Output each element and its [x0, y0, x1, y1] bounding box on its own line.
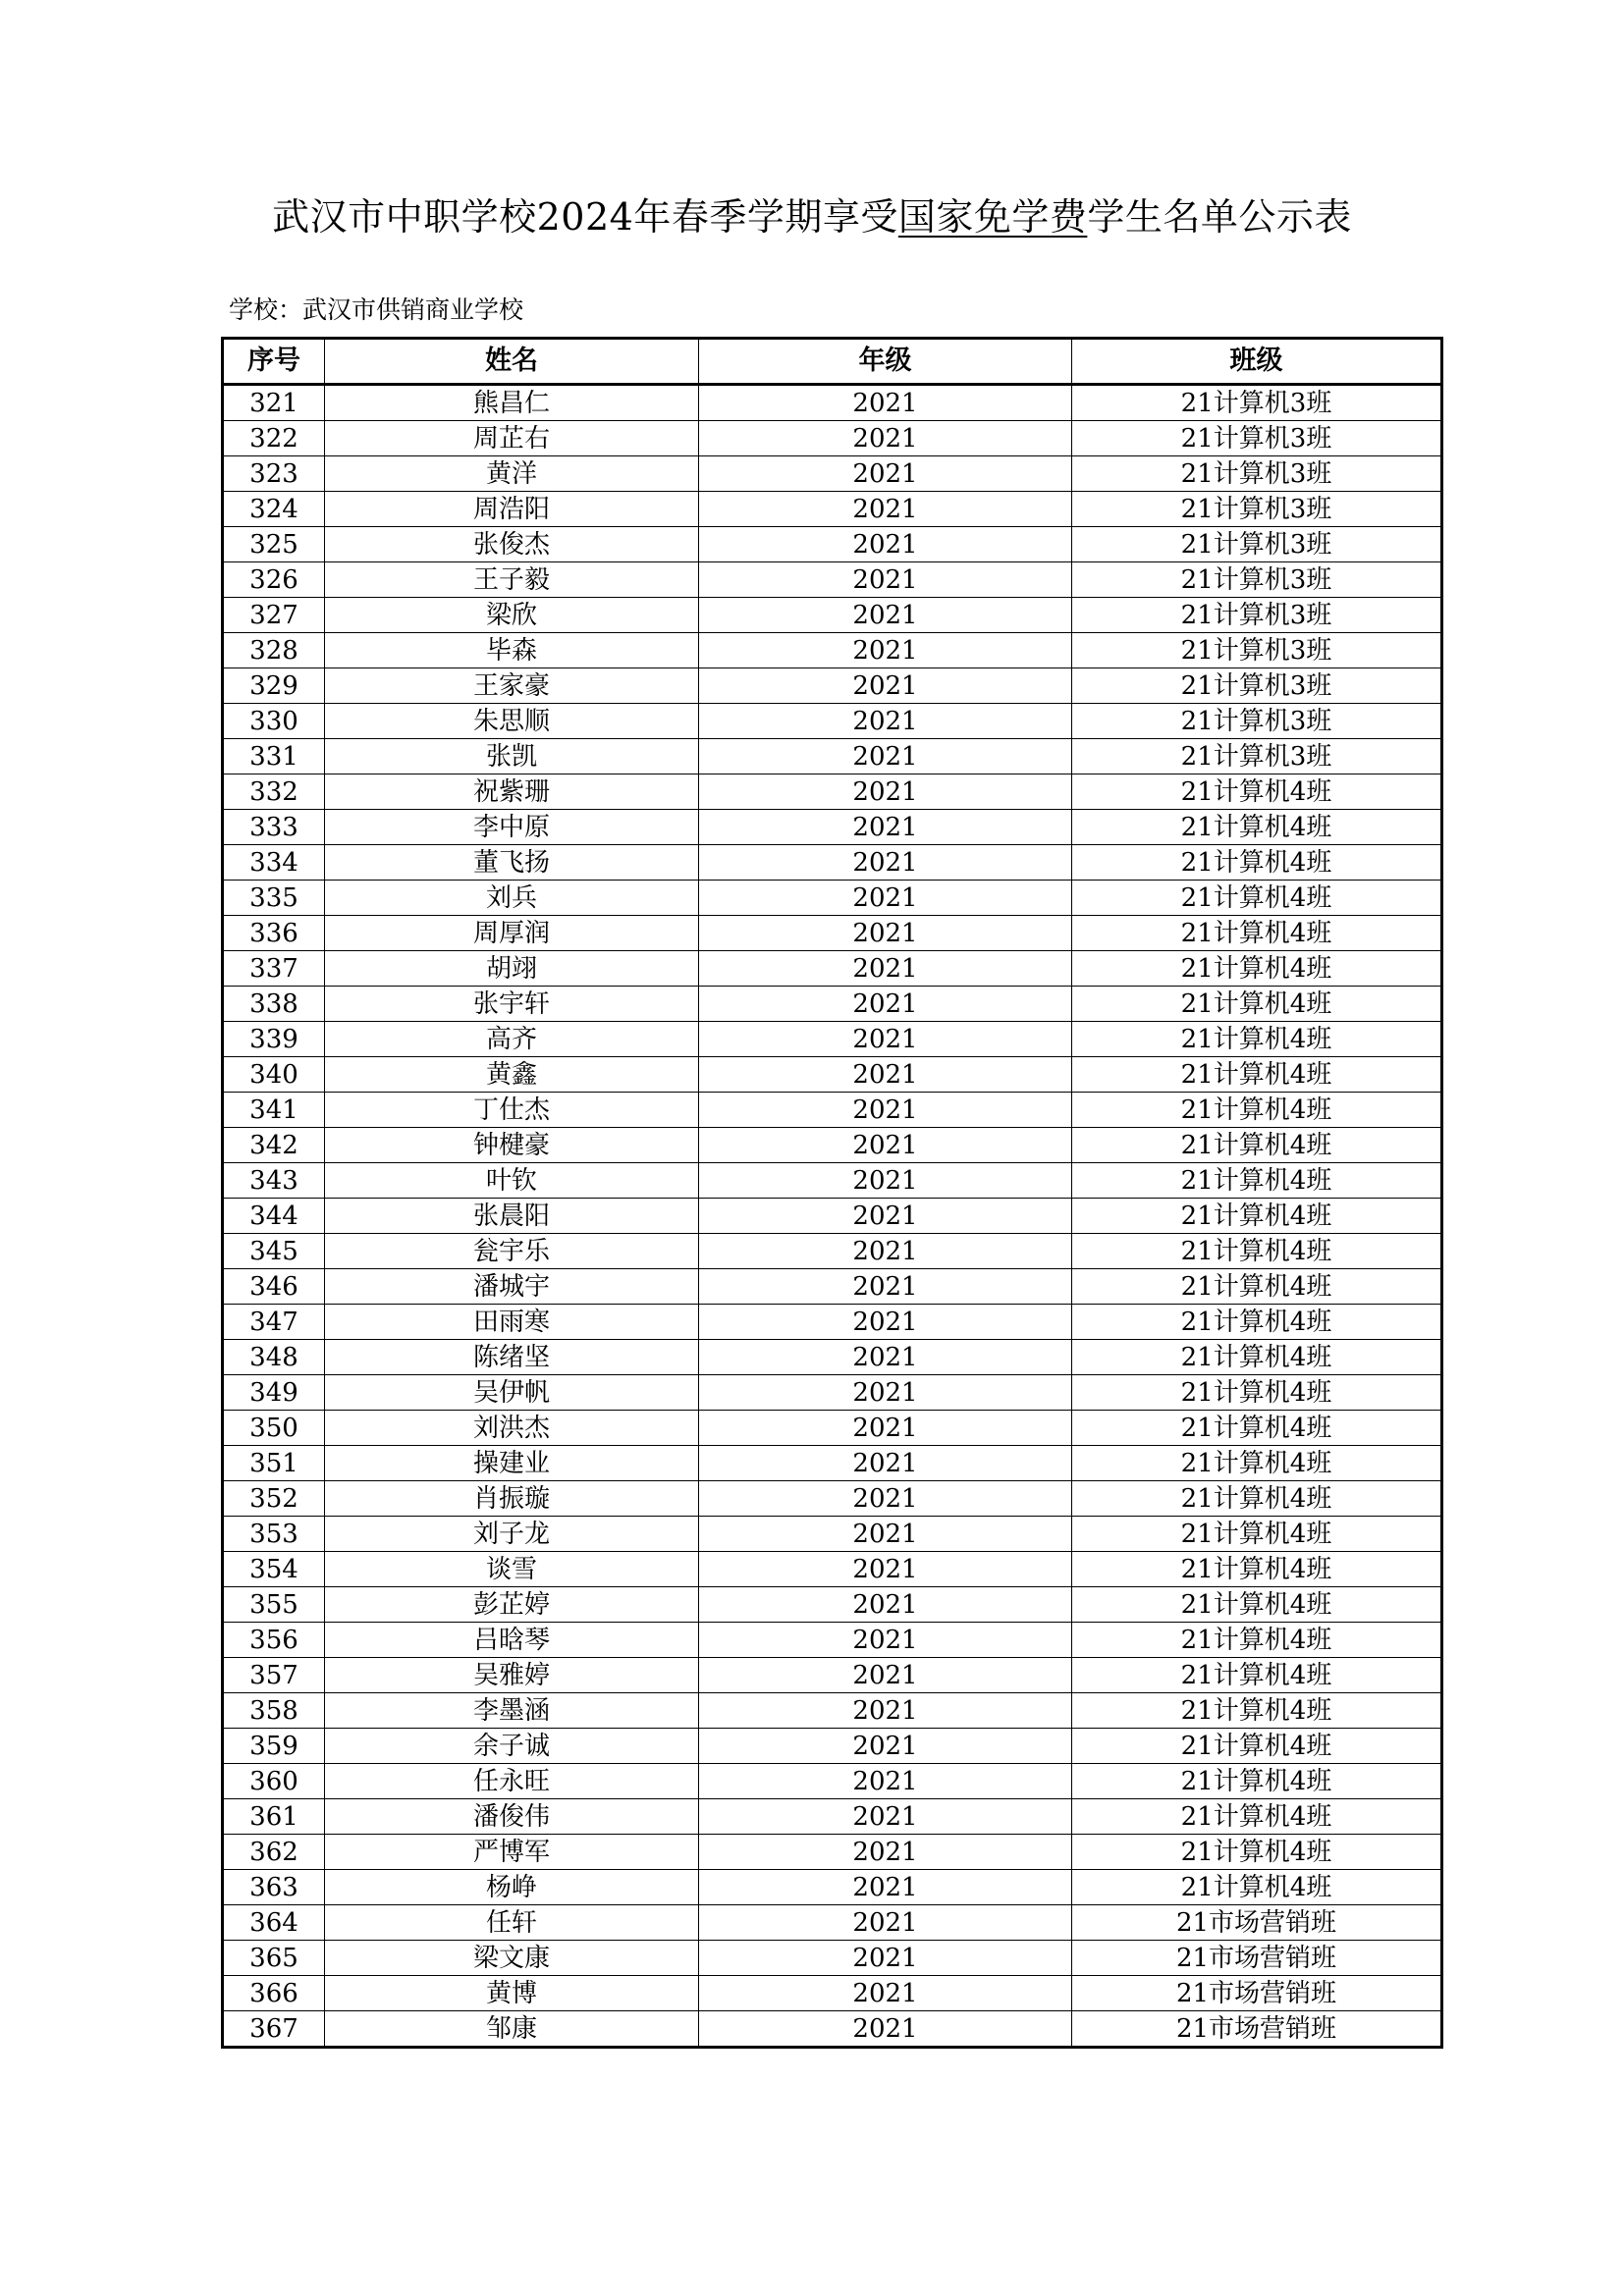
cell-name: 叶钦	[325, 1163, 699, 1199]
table-row	[223, 1057, 1442, 1093]
cell-grade: 2021	[699, 739, 1072, 774]
cell-class: 21计算机4班	[1072, 1340, 1442, 1375]
cell-class: 21计算机4班	[1072, 1658, 1442, 1693]
cell-grade: 2021	[699, 633, 1072, 668]
table-row	[223, 1411, 1442, 1446]
table-header-row	[223, 339, 1442, 385]
cell-name: 王家豪	[325, 668, 699, 704]
cell-grade: 2021	[699, 598, 1072, 633]
table-row	[223, 1835, 1442, 1870]
cell-name: 操建业	[325, 1446, 699, 1481]
cell-class: 21计算机4班	[1072, 1764, 1442, 1799]
cell-serial: 359	[223, 1729, 325, 1764]
cell-grade: 2021	[699, 668, 1072, 704]
cell-serial: 356	[223, 1623, 325, 1658]
cell-grade: 2021	[699, 704, 1072, 739]
cell-class: 21计算机4班	[1072, 1517, 1442, 1552]
cell-grade: 2021	[699, 916, 1072, 951]
cell-grade: 2021	[699, 774, 1072, 810]
table-row	[223, 1623, 1442, 1658]
cell-serial: 352	[223, 1481, 325, 1517]
cell-name: 田雨寒	[325, 1305, 699, 1340]
table-row	[223, 1446, 1442, 1481]
cell-class: 21计算机3班	[1072, 527, 1442, 562]
cell-grade: 2021	[699, 881, 1072, 916]
header-serial: 序号	[223, 339, 325, 385]
cell-name: 潘城宇	[325, 1269, 699, 1305]
cell-grade: 2021	[699, 1658, 1072, 1693]
cell-class: 21计算机4班	[1072, 845, 1442, 881]
cell-class: 21市场营销班	[1072, 2011, 1442, 2048]
cell-class: 21计算机4班	[1072, 1305, 1442, 1340]
cell-class: 21计算机4班	[1072, 774, 1442, 810]
cell-serial: 360	[223, 1764, 325, 1799]
table-row	[223, 1375, 1442, 1411]
cell-grade: 2021	[699, 1234, 1072, 1269]
cell-class: 21计算机4班	[1072, 1870, 1442, 1905]
table-row	[223, 1305, 1442, 1340]
cell-serial: 340	[223, 1057, 325, 1093]
cell-name: 胡翊	[325, 951, 699, 987]
cell-serial: 339	[223, 1022, 325, 1057]
cell-grade: 2021	[699, 1517, 1072, 1552]
cell-name: 瓮宇乐	[325, 1234, 699, 1269]
cell-grade: 2021	[699, 1269, 1072, 1305]
table-row	[223, 739, 1442, 774]
table-row	[223, 1941, 1442, 1976]
cell-class: 21计算机4班	[1072, 1835, 1442, 1870]
cell-name: 丁仕杰	[325, 1093, 699, 1128]
cell-serial: 347	[223, 1305, 325, 1340]
table-row	[223, 916, 1442, 951]
cell-grade: 2021	[699, 1870, 1072, 1905]
cell-class: 21计算机3班	[1072, 492, 1442, 527]
header-class: 班级	[1072, 339, 1442, 385]
cell-class: 21计算机4班	[1072, 810, 1442, 845]
cell-name: 朱思顺	[325, 704, 699, 739]
cell-serial: 361	[223, 1799, 325, 1835]
table-row	[223, 1093, 1442, 1128]
table-row	[223, 704, 1442, 739]
table-row	[223, 1693, 1442, 1729]
cell-name: 毕森	[325, 633, 699, 668]
cell-name: 杨峥	[325, 1870, 699, 1905]
cell-name: 吕晗琴	[325, 1623, 699, 1658]
page-title	[0, 187, 1624, 240]
cell-class: 21计算机3班	[1072, 704, 1442, 739]
cell-serial: 324	[223, 492, 325, 527]
cell-serial: 330	[223, 704, 325, 739]
cell-name: 周厚润	[325, 916, 699, 951]
student-roster-table	[221, 337, 1443, 2049]
cell-serial: 349	[223, 1375, 325, 1411]
cell-serial: 366	[223, 1976, 325, 2011]
cell-serial: 327	[223, 598, 325, 633]
cell-serial: 344	[223, 1199, 325, 1234]
table-row	[223, 1340, 1442, 1375]
cell-grade: 2021	[699, 492, 1072, 527]
cell-name: 刘兵	[325, 881, 699, 916]
cell-class: 21计算机4班	[1072, 1587, 1442, 1623]
cell-serial: 334	[223, 845, 325, 881]
cell-name: 吴雅婷	[325, 1658, 699, 1693]
table-row	[223, 987, 1442, 1022]
cell-class: 21计算机3班	[1072, 598, 1442, 633]
cell-grade: 2021	[699, 1411, 1072, 1446]
table-row	[223, 598, 1442, 633]
cell-serial: 363	[223, 1870, 325, 1905]
cell-name: 周浩阳	[325, 492, 699, 527]
cell-name: 李墨涵	[325, 1693, 699, 1729]
cell-class: 21计算机4班	[1072, 1199, 1442, 1234]
cell-grade: 2021	[699, 1446, 1072, 1481]
table-row	[223, 1199, 1442, 1234]
cell-serial: 338	[223, 987, 325, 1022]
table-row	[223, 1905, 1442, 1941]
cell-class: 21计算机4班	[1072, 1552, 1442, 1587]
cell-name: 肖振璇	[325, 1481, 699, 1517]
cell-serial: 350	[223, 1411, 325, 1446]
cell-serial: 357	[223, 1658, 325, 1693]
cell-serial: 364	[223, 1905, 325, 1941]
cell-serial: 322	[223, 421, 325, 456]
cell-serial: 346	[223, 1269, 325, 1305]
cell-serial: 325	[223, 527, 325, 562]
cell-class: 21市场营销班	[1072, 1905, 1442, 1941]
cell-grade: 2021	[699, 1552, 1072, 1587]
cell-serial: 341	[223, 1093, 325, 1128]
table-row	[223, 845, 1442, 881]
cell-name: 梁文康	[325, 1941, 699, 1976]
table-row	[223, 1976, 1442, 2011]
cell-grade: 2021	[699, 1835, 1072, 1870]
cell-name: 谈雪	[325, 1552, 699, 1587]
cell-class: 21计算机4班	[1072, 1022, 1442, 1057]
cell-class: 21计算机4班	[1072, 987, 1442, 1022]
table-row	[223, 1587, 1442, 1623]
cell-name: 刘子龙	[325, 1517, 699, 1552]
cell-name: 黄鑫	[325, 1057, 699, 1093]
table-body	[223, 385, 1442, 2048]
cell-serial: 358	[223, 1693, 325, 1729]
cell-name: 李中原	[325, 810, 699, 845]
table-row	[223, 1234, 1442, 1269]
cell-name: 余子诚	[325, 1729, 699, 1764]
cell-grade: 2021	[699, 1163, 1072, 1199]
cell-serial: 355	[223, 1587, 325, 1623]
cell-grade: 2021	[699, 1199, 1072, 1234]
table-row	[223, 1729, 1442, 1764]
title-part-1: 武汉市中职学校2024年春季学期享受	[272, 195, 898, 239]
cell-name: 张宇轩	[325, 987, 699, 1022]
title-part-2: 学生名单公示表	[1087, 195, 1352, 239]
cell-grade: 2021	[699, 562, 1072, 598]
cell-class: 21计算机3班	[1072, 668, 1442, 704]
cell-class: 21计算机4班	[1072, 916, 1442, 951]
cell-name: 张凯	[325, 739, 699, 774]
table-row	[223, 1870, 1442, 1905]
cell-class: 21市场营销班	[1072, 1976, 1442, 2011]
cell-class: 21计算机4班	[1072, 1799, 1442, 1835]
cell-class: 21计算机4班	[1072, 1057, 1442, 1093]
table-row	[223, 1799, 1442, 1835]
cell-grade: 2021	[699, 1375, 1072, 1411]
cell-name: 张俊杰	[325, 527, 699, 562]
table-row	[223, 562, 1442, 598]
cell-class: 21计算机3班	[1072, 421, 1442, 456]
cell-grade: 2021	[699, 1941, 1072, 1976]
table-row	[223, 1022, 1442, 1057]
cell-class: 21计算机4班	[1072, 1163, 1442, 1199]
cell-class: 21计算机4班	[1072, 1446, 1442, 1481]
cell-name: 高齐	[325, 1022, 699, 1057]
table-row	[223, 2011, 1442, 2048]
table-row	[223, 385, 1442, 421]
cell-grade: 2021	[699, 987, 1072, 1022]
table-row	[223, 668, 1442, 704]
cell-grade: 2021	[699, 1587, 1072, 1623]
cell-grade: 2021	[699, 1093, 1072, 1128]
table-row	[223, 1552, 1442, 1587]
cell-serial: 335	[223, 881, 325, 916]
cell-name: 王子毅	[325, 562, 699, 598]
header-grade: 年级	[699, 339, 1072, 385]
table-row	[223, 1163, 1442, 1199]
table-row	[223, 456, 1442, 492]
cell-grade: 2021	[699, 1305, 1072, 1340]
cell-name: 钟楗豪	[325, 1128, 699, 1163]
cell-class: 21计算机4班	[1072, 951, 1442, 987]
cell-name: 熊昌仁	[325, 385, 699, 421]
cell-name: 潘俊伟	[325, 1799, 699, 1835]
cell-grade: 2021	[699, 810, 1072, 845]
cell-grade: 2021	[699, 1693, 1072, 1729]
table-row	[223, 633, 1442, 668]
cell-serial: 354	[223, 1552, 325, 1587]
cell-serial: 323	[223, 456, 325, 492]
cell-name: 彭芷婷	[325, 1587, 699, 1623]
cell-class: 21计算机4班	[1072, 1411, 1442, 1446]
table-row	[223, 810, 1442, 845]
cell-grade: 2021	[699, 1128, 1072, 1163]
cell-name: 刘洪杰	[325, 1411, 699, 1446]
cell-class: 21计算机3班	[1072, 739, 1442, 774]
cell-serial: 365	[223, 1941, 325, 1976]
cell-class: 21计算机3班	[1072, 456, 1442, 492]
cell-class: 21计算机4班	[1072, 1481, 1442, 1517]
cell-name: 梁欣	[325, 598, 699, 633]
table-row	[223, 1128, 1442, 1163]
cell-class: 21计算机4班	[1072, 1093, 1442, 1128]
cell-grade: 2021	[699, 1022, 1072, 1057]
cell-serial: 353	[223, 1517, 325, 1552]
cell-name: 邹康	[325, 2011, 699, 2048]
cell-serial: 326	[223, 562, 325, 598]
cell-class: 21计算机3班	[1072, 633, 1442, 668]
cell-name: 祝紫珊	[325, 774, 699, 810]
cell-class: 21计算机4班	[1072, 1623, 1442, 1658]
cell-class: 21市场营销班	[1072, 1941, 1442, 1976]
cell-class: 21计算机3班	[1072, 562, 1442, 598]
cell-name: 吴伊帆	[325, 1375, 699, 1411]
cell-serial: 329	[223, 668, 325, 704]
cell-serial: 362	[223, 1835, 325, 1870]
cell-class: 21计算机4班	[1072, 1234, 1442, 1269]
cell-class: 21计算机4班	[1072, 881, 1442, 916]
cell-grade: 2021	[699, 951, 1072, 987]
cell-class: 21计算机3班	[1072, 385, 1442, 421]
cell-grade: 2021	[699, 1057, 1072, 1093]
cell-name: 黄洋	[325, 456, 699, 492]
cell-grade: 2021	[699, 2011, 1072, 2048]
cell-grade: 2021	[699, 421, 1072, 456]
cell-serial: 328	[223, 633, 325, 668]
cell-name: 任永旺	[325, 1764, 699, 1799]
table-row	[223, 492, 1442, 527]
school-line: 学校：武汉市供销商业学校	[229, 295, 524, 324]
cell-serial: 348	[223, 1340, 325, 1375]
cell-name: 陈绪坚	[325, 1340, 699, 1375]
cell-name: 黄博	[325, 1976, 699, 2011]
cell-class: 21计算机4班	[1072, 1693, 1442, 1729]
cell-serial: 351	[223, 1446, 325, 1481]
table-row	[223, 951, 1442, 987]
cell-class: 21计算机4班	[1072, 1729, 1442, 1764]
table-row	[223, 421, 1442, 456]
table-row	[223, 1764, 1442, 1799]
table-row	[223, 1481, 1442, 1517]
cell-serial: 345	[223, 1234, 325, 1269]
table-row	[223, 1658, 1442, 1693]
cell-class: 21计算机4班	[1072, 1269, 1442, 1305]
cell-serial: 321	[223, 385, 325, 421]
cell-grade: 2021	[699, 1905, 1072, 1941]
cell-grade: 2021	[699, 456, 1072, 492]
cell-serial: 337	[223, 951, 325, 987]
cell-serial: 332	[223, 774, 325, 810]
cell-grade: 2021	[699, 1481, 1072, 1517]
cell-grade: 2021	[699, 1729, 1072, 1764]
cell-grade: 2021	[699, 527, 1072, 562]
cell-name: 任轩	[325, 1905, 699, 1941]
cell-grade: 2021	[699, 1340, 1072, 1375]
cell-serial: 333	[223, 810, 325, 845]
header-name: 姓名	[325, 339, 699, 385]
cell-grade: 2021	[699, 1764, 1072, 1799]
cell-serial: 367	[223, 2011, 325, 2048]
cell-serial: 336	[223, 916, 325, 951]
cell-name: 张晨阳	[325, 1199, 699, 1234]
table-row	[223, 881, 1442, 916]
cell-name: 董飞扬	[325, 845, 699, 881]
cell-serial: 331	[223, 739, 325, 774]
table-row	[223, 774, 1442, 810]
cell-grade: 2021	[699, 1799, 1072, 1835]
title-underlined: 国家免学费	[897, 195, 1088, 239]
cell-name: 严博军	[325, 1835, 699, 1870]
cell-class: 21计算机4班	[1072, 1128, 1442, 1163]
cell-name: 周芷右	[325, 421, 699, 456]
cell-grade: 2021	[699, 385, 1072, 421]
cell-grade: 2021	[699, 1976, 1072, 2011]
table-row	[223, 1269, 1442, 1305]
cell-grade: 2021	[699, 845, 1072, 881]
cell-grade: 2021	[699, 1623, 1072, 1658]
table-row	[223, 527, 1442, 562]
cell-class: 21计算机4班	[1072, 1375, 1442, 1411]
table-row	[223, 1517, 1442, 1552]
cell-serial: 343	[223, 1163, 325, 1199]
cell-serial: 342	[223, 1128, 325, 1163]
